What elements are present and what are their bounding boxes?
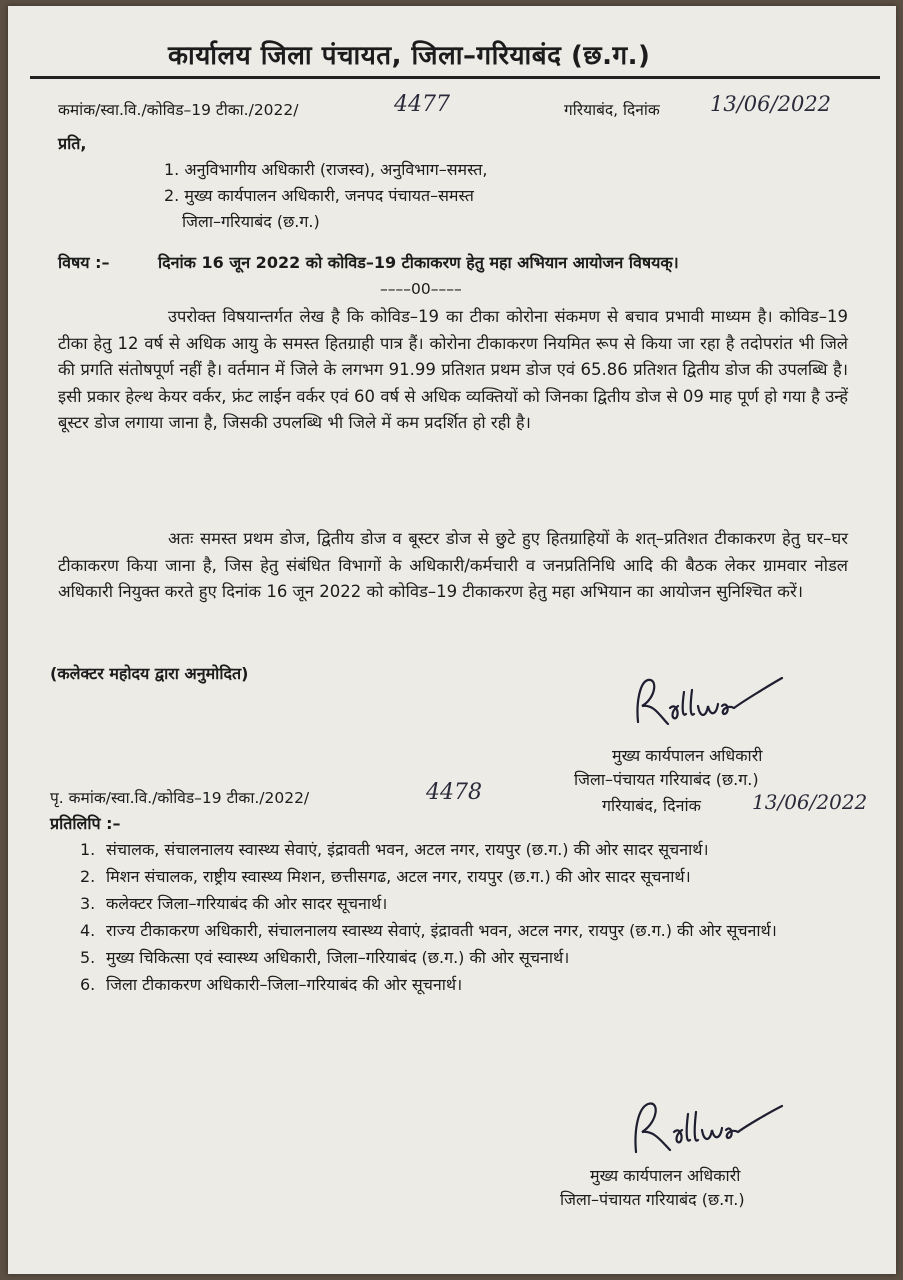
cc-item	[80, 892, 860, 915]
body-paragraph-1: उपरोक्त विषयान्तर्गत लेख है कि कोविड–19 का टीका कोरोना संकमण से बचाव प्रभावी माध्यम है। कोविड–19 टीका हेतु 12 वर्ष से अधिक आयु के समस्त हितग्राही पात्र हैं। कोरोना टीकाकरण नियमित रूप से किया जा रहा है तदोपरांत भी जिले की प्रगति संतोषपूर्ण नहीं है। वर्तमान में जिले के लगभग 91.99 प्रतिशत प्रथम डोज एवं 65.86 प्रतिशत द्वितीय डोज की उपलब्धि है। इसी प्रकार हेल्थ केयर वर्कर, फ्रंट लाईन वर्कर एवं 60 वर्ष से अधिक व्यक्तियों को जिनका द्वितीय डोज से 09 माह पूर्ण हो गया है उन्हें बूस्टर डोज लगाया जाना है, जिसकी उपलब्धि भी जिले में कम प्रदर्शित हो रही है।	[58, 307, 848, 432]
cc-item	[80, 919, 860, 942]
reference-date-handwritten: 13/06/2022	[710, 92, 832, 116]
endorsement-number-handwritten: 4478	[426, 780, 482, 805]
cc-item-number: 3.	[80, 894, 96, 913]
subject-text: दिनांक 16 जून 2022 को कोविड–19 टीकाकरण हेतु महा अभियान आयोजन विषयक्।	[158, 253, 679, 272]
signature-2-mark	[620, 1086, 790, 1166]
letterhead-rule	[30, 76, 880, 79]
cc-item-text: कलेक्टर जिला–गरियाबंद की ओर सादर सूचनार्थ।	[106, 894, 388, 913]
cc-item-number: 5.	[80, 948, 96, 967]
cc-item-text: संचालक, संचालनालय स्वास्थ्य सेवाएं, इंद्रावती भवन, अटल नगर, रायपुर (छ.ग.) की ओर सादर सूचनार्थ।	[106, 840, 709, 859]
signature-1-mark	[618, 662, 788, 742]
subject-label: विषय :–	[58, 253, 110, 272]
letterhead-title: कार्यालय जिला पंचायत, जिला–गरियाबंद (छ.ग.)	[168, 41, 651, 71]
cc-item-number: 4.	[80, 921, 96, 940]
cc-item-number: 1.	[80, 840, 96, 859]
endorsement-number-label: पृ. कमांक/स्वा.वि./कोविड–19 टीका./2022/	[50, 789, 310, 807]
endorsement-date-handwritten: 13/06/2022	[752, 790, 868, 814]
signature-1-designation: मुख्य कार्यपालन अधिकारी	[612, 746, 763, 765]
approval-note: (कलेक्टर महोदय द्वारा अनुमोदित)	[50, 664, 249, 683]
endorsement-place-date-label: गरियाबंद, दिनांक	[602, 796, 701, 815]
cc-item-number: 2.	[80, 867, 96, 886]
cc-item-text: राज्य टीकाकरण अधिकारी, संचालनालय स्वास्थ्य सेवाएं, इंद्रावती भवन, अटल नगर, रायपुर (छ.ग.) की ओर सूचनार्थ।	[106, 921, 777, 940]
reference-number-label: कमांक/स्वा.वि./कोविड–19 टीका./2022/	[58, 101, 299, 119]
cc-item	[80, 838, 860, 861]
subject-separator: ––––00––––	[380, 280, 462, 298]
cc-item-text: मुख्य चिकित्सा एवं स्वास्थ्य अधिकारी, जिला–गरियाबंद (छ.ग.) की ओर सूचनार्थ।	[106, 948, 570, 967]
cc-item-text: जिला टीकाकरण अधिकारी–जिला–गरियाबंद की ओर सूचनार्थ।	[106, 975, 463, 994]
to-label: प्रति,	[58, 134, 87, 153]
reference-place-date-label: गरियाबंद, दिनांक	[564, 101, 660, 119]
signature-2-designation: मुख्य कार्यपालन अधिकारी	[590, 1166, 741, 1185]
cc-item-number: 6.	[80, 975, 96, 994]
signature-2-office: जिला–पंचायत गरियाबंद (छ.ग.)	[560, 1190, 745, 1209]
recipient-district: जिला–गरियाबंद (छ.ग.)	[182, 212, 320, 231]
letter-page	[8, 6, 896, 1274]
cc-label: प्रतिलिपि :–	[50, 814, 121, 833]
cc-item	[80, 946, 860, 969]
cc-item	[80, 865, 860, 888]
recipient-2: 2. मुख्य कार्यपालन अधिकारी, जनपद पंचायत–समस्त	[164, 186, 474, 205]
cc-list	[80, 838, 860, 1000]
cc-item	[80, 973, 860, 996]
reference-number-handwritten: 4477	[394, 92, 450, 117]
cc-item-text: मिशन संचालक, राष्ट्रीय स्वास्थ्य मिशन, छत्तीसगढ, अटल नगर, रायपुर (छ.ग.) की ओर सादर सूचनार्थ।	[106, 867, 691, 886]
body-paragraph-2: अतः समस्त प्रथम डोज, द्वितीय डोज व बूस्टर डोज से छुटे हुए हितग्राहियों के शत्–प्रतिशत टीकाकरण हेतु घर–घर टीकाकरण किया जाना है, जिस हेतु संबंधित विभागों के अधिकारी/कर्मचारी व जनप्रतिनिधि आदि की बैठक लेकर ग्रामवार नोडल अधिकारी नियुक्त करते हुए दिनांक 16 जून 2022 को कोविड–19 टीकाकरण हेतु महा अभियान का आयोजन सुनिश्चित करें।	[58, 529, 848, 601]
recipient-1: 1. अनुविभागीय अधिकारी (राजस्व), अनुविभाग–समस्त,	[164, 160, 488, 179]
signature-1-office: जिला–पंचायत गरियाबंद (छ.ग.)	[574, 770, 759, 789]
